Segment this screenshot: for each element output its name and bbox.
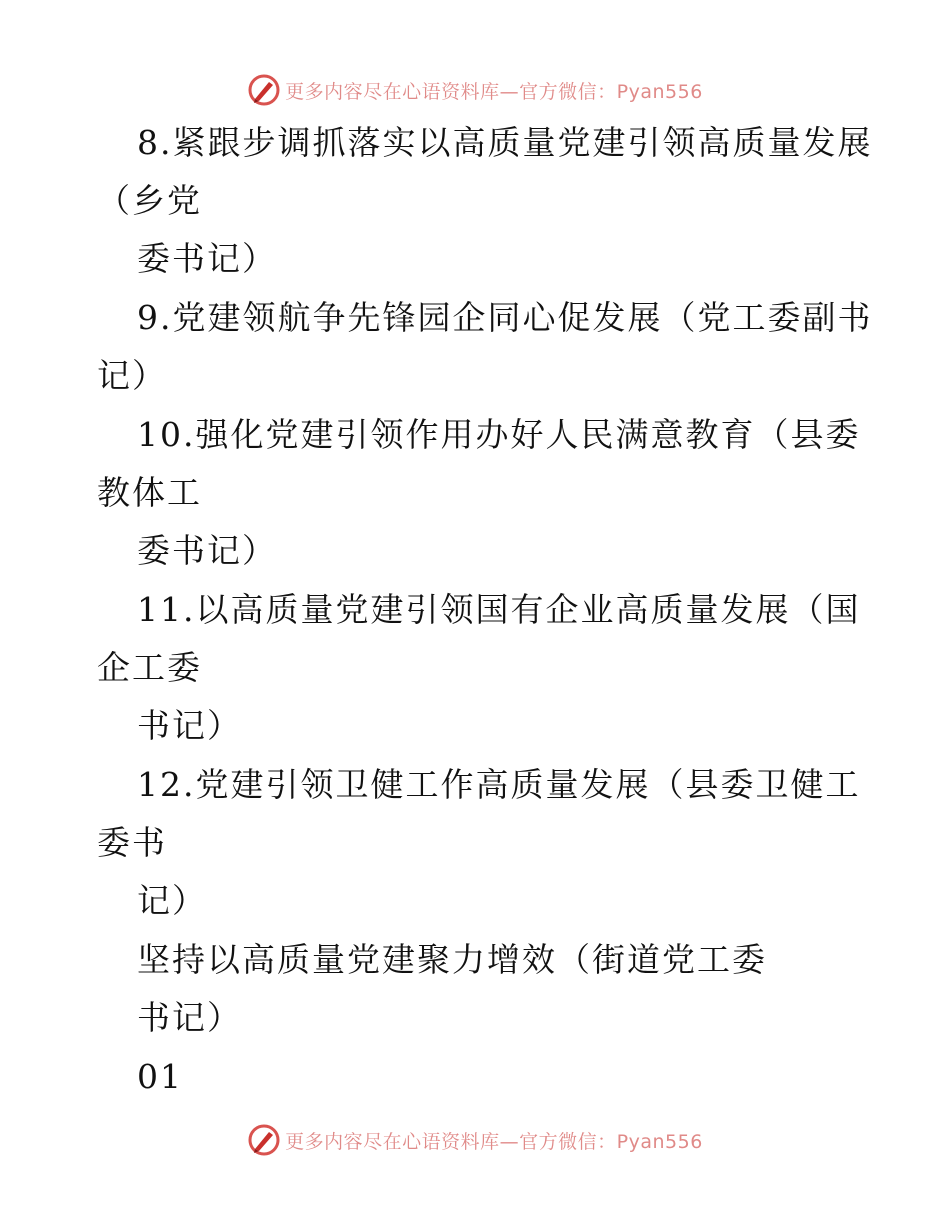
section-number: 01 xyxy=(137,1057,183,1096)
paragraph-11-line-1: 11.以高质量党建引领国有企业高质量发展（国 xyxy=(137,590,861,629)
paragraph-12-line-2: 委书 xyxy=(97,823,167,862)
paragraph-13-line-2: 书记） xyxy=(137,998,242,1037)
paragraph-11-line-2: 企工委 xyxy=(97,648,202,687)
paragraph-9-line-1: 9.党建领航争先锋园企同心促发展（党工委副书 xyxy=(137,298,873,337)
watermark-text: 更多内容尽在心语资料库—官方微信：Pyan556 xyxy=(285,80,703,103)
paragraph-13-line-1: 坚持以高质量党建聚力增效（街道党工委 xyxy=(137,940,767,979)
paragraph-12-line-3: 记） xyxy=(137,881,207,920)
footer-watermark xyxy=(0,1122,950,1158)
pen-seal-icon xyxy=(247,73,281,107)
pen-seal-icon xyxy=(247,1123,281,1157)
paragraph-10-line-3: 委书记） xyxy=(137,531,277,570)
header-watermark xyxy=(0,72,950,108)
paragraph-11-line-3: 书记） xyxy=(137,706,242,745)
paragraph-10-line-1: 10.强化党建引领作用办好人民满意教育（县委 xyxy=(137,415,861,454)
paragraph-12-line-1: 12.党建引领卫健工作高质量发展（县委卫健工 xyxy=(137,765,861,804)
watermark-text: 更多内容尽在心语资料库—官方微信：Pyan556 xyxy=(285,1130,703,1153)
paragraph-8-line-2: （乡党 xyxy=(97,181,202,220)
paragraph-8-line-1: 8.紧跟步调抓落实以高质量党建引领高质量发展 xyxy=(137,123,873,162)
paragraph-8-line-3: 委书记） xyxy=(137,239,277,278)
paragraph-9-line-2: 记） xyxy=(97,356,167,395)
paragraph-10-line-2: 教体工 xyxy=(97,473,202,512)
